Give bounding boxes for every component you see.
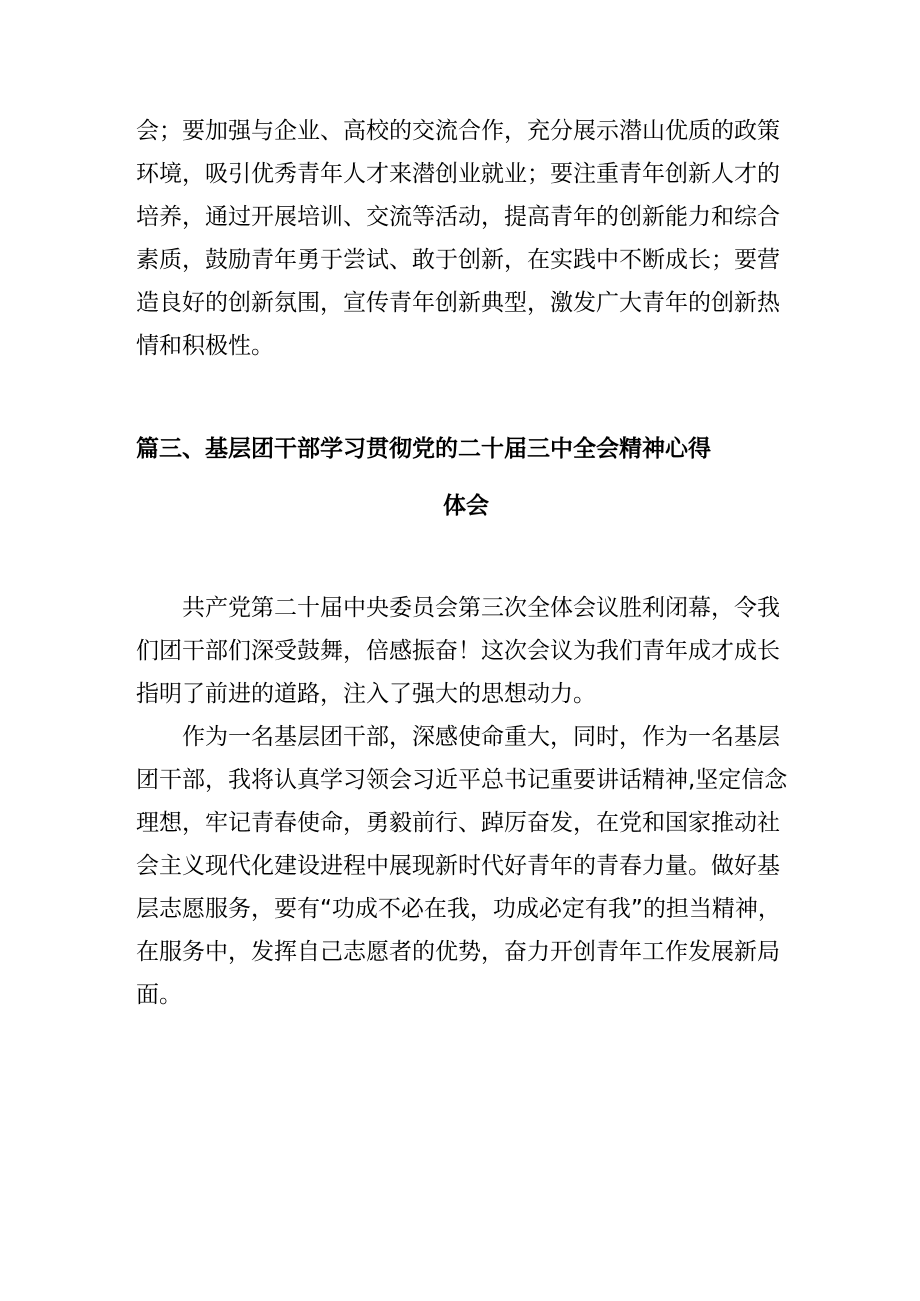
text-line: 会；要加强与企业、高校的交流合作，充分展示潜山优质的政策 xyxy=(136,118,780,144)
text-line: 作为一名基层团干部，深感使命重大，同时，作为一名基层 xyxy=(182,724,780,750)
text-line: 理想，牢记青春使命，勇毅前行、踔厉奋发，在党和国家推动社 xyxy=(136,810,780,836)
text-line: 团干部，我将认真学习领会习近平总书记重要讲话精神,坚定信念 xyxy=(136,767,788,793)
text-line: 培养，通过开展培训、交流等活动，提高青年的创新能力和综合 xyxy=(136,204,780,230)
section-heading-line1: 篇三、基层团干部学习贯彻党的二十届三中全会精神心得 xyxy=(136,436,711,462)
paragraph-1 xyxy=(136,587,796,716)
text-line: 们团干部们深受鼓舞，倍感振奋！这次会议为我们青年成才成长 xyxy=(136,638,780,664)
section-heading-line2: 体会 xyxy=(443,493,489,519)
text-line: 指明了前进的道路，注入了强大的思想动力。 xyxy=(136,681,596,707)
text-line: 共产党第二十届中央委员会第三次全体会议胜利闭幕，令我 xyxy=(182,595,780,621)
text-line: 环境，吸引优秀青年人才来潜创业就业；要注重青年创新人才的 xyxy=(136,161,780,187)
text-line: 在服务中，发挥自己志愿者的优势，奋力开创青年工作发展新局 xyxy=(136,939,780,965)
text-line: 素质，鼓励青年勇于尝试、敢于创新，在实践中不断成长；要营 xyxy=(136,247,780,273)
text-line: 造良好的创新氛围，宣传青年创新典型，激发广大青年的创新热 xyxy=(136,290,780,316)
text-line: 会主义现代化建设进程中展现新时代好青年的青春力量。做好基 xyxy=(136,853,780,879)
text-line: 情和积极性。 xyxy=(136,333,274,359)
text-line: 面。 xyxy=(136,982,182,1008)
paragraph-2 xyxy=(136,716,796,1017)
text-line: 层志愿服务，要有“功成不必在我，功成必定有我”的担当精神， xyxy=(136,896,781,922)
intro-paragraph xyxy=(136,110,796,368)
section-heading xyxy=(136,428,796,528)
